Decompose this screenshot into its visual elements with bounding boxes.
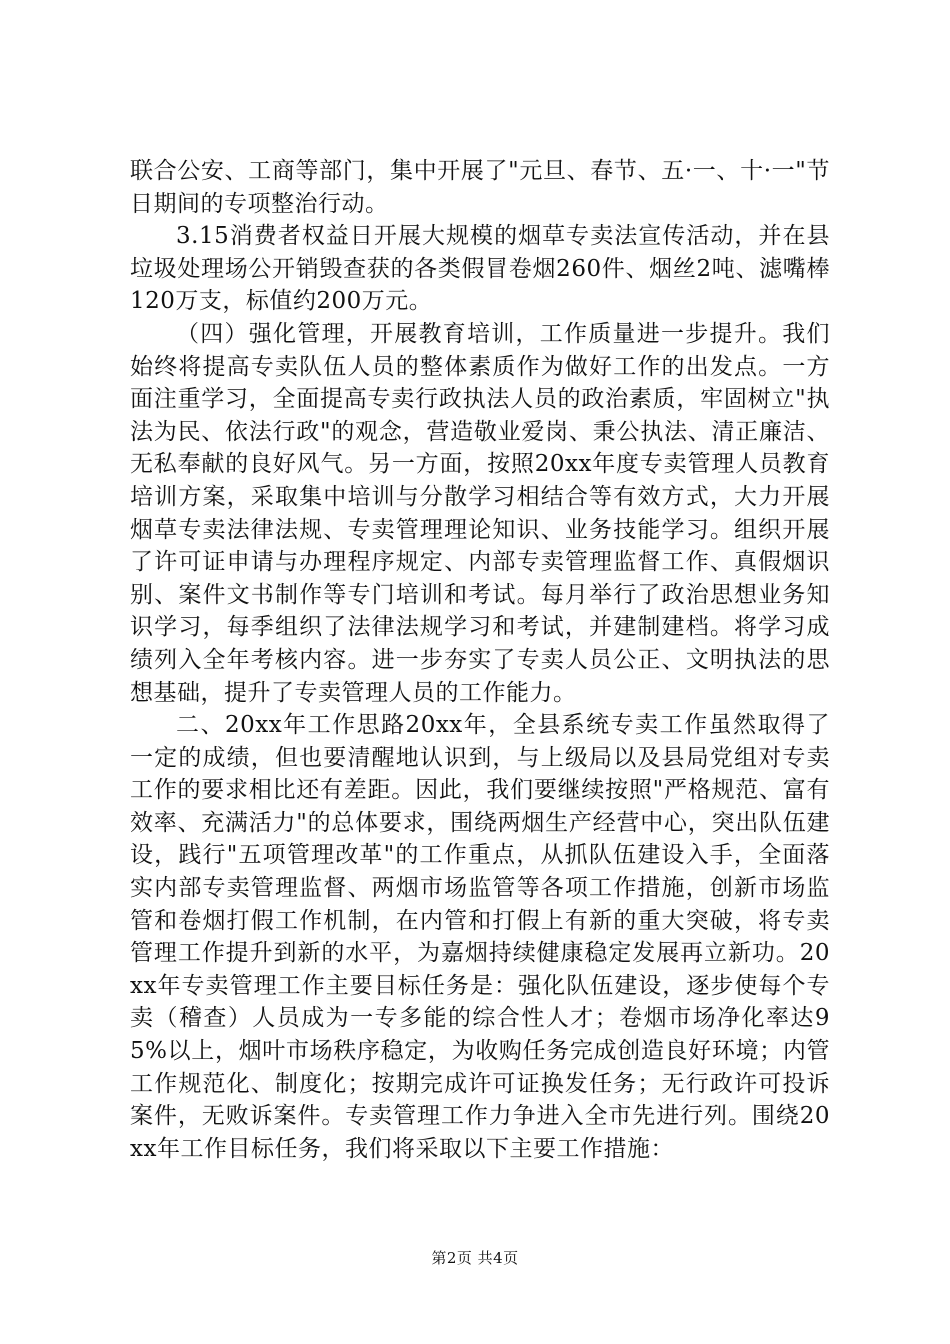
paragraph-work-plan: 二、20xx年工作思路20xx年，全县系统专卖工作虽然取得了一定的成绩，但也要清醒地认识到，与上级局以及县局党组对专卖工作的要求相比还有差距。因此，我们要继续按照"严格规范、富有效率、充满活力"的总体要求，围绕两烟生产经营中心，突出队伍建设，践行"五项管理改革"的工作重点，从抓队伍建设入手，全面落实内部专卖管理监督、两烟市场监管等各项工作措施，创新市场监管和卷烟打假工作机制，在内管和打假上有新的重大突破，将专卖管理工作提升到新的水平，为嘉烟持续健康稳定发展再立新功。20xx年专卖管理工作主要目标任务是：强化队伍建设，逐步使每个专卖（稽查）人员成为一专多能的综合性人才；卷烟市场净化率达95%以上，烟叶市场秩序稳定，为收购任务完成创造良好环境；内管工作规范化、制度化；按期完成许可证换发任务；无行政许可投诉案件，无败诉案件。专卖管理工作力争进入全市先进行列。围绕20xx年工作目标任务，我们将采取以下主要工作措施： <box>130 712 830 1162</box>
paragraph-training: （四）强化管理，开展教育培训，工作质量进一步提升。我们始终将提高专卖队伍人员的整体素质作为做好工作的出发点。一方面注重学习，全面提高专卖行政执法人员的政治素质，牢固树立"执法为民、依法行政"的观念，营造敬业爱岗、秉公执法、清正廉洁、无私奉献的良好风气。另一方面，按照20xx年度专卖管理人员教育培训方案，采取集中培训与分散学习相结合等有效方式，大力开展烟草专卖法律法规、专卖管理理论知识、业务技能学习。组织开展了许可证申请与办理程序规定、内部专卖管理监督工作、真假烟识别、案件文书制作等专门培训和考试。每月举行了政治思想业务知识学习，每季组织了法律法规学习和考试，并建制建档。将学习成绩列入全年考核内容。进一步夯实了专卖人员公正、文明执法的思想基础，提升了专卖管理人员的工作能力。 <box>130 320 830 706</box>
document-body <box>130 155 830 1165</box>
paragraph-joint-action: 联合公安、工商等部门，集中开展了"元旦、春节、五·一、十·一"节日期间的专项整治行动。 <box>130 158 830 217</box>
page-number: 第2页 共4页 <box>431 1249 519 1267</box>
paragraph-consumer-day: 3.15消费者权益日开展大规模的烟草专卖法宣传活动，并在县垃圾处理场公开销毁查获的各类假冒卷烟260件、烟丝2吨、滤嘴棒120万支，标值约200万元。 <box>130 223 830 315</box>
